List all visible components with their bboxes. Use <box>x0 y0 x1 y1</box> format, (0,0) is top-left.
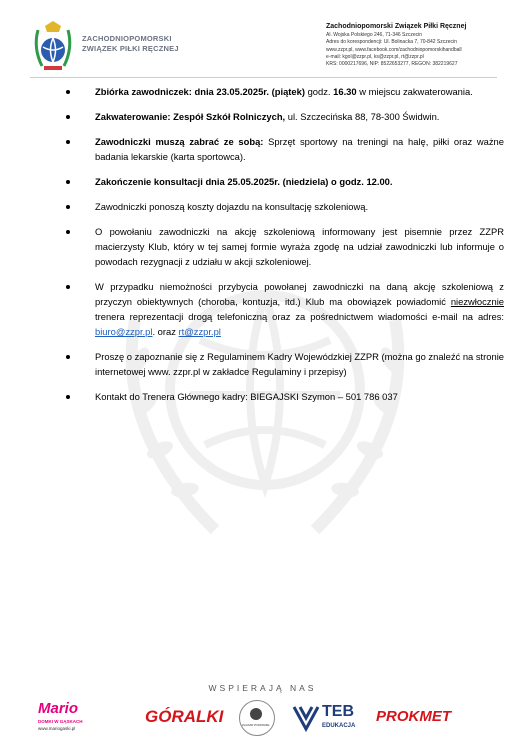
bullet-icon <box>66 205 70 209</box>
zzpr-logo-icon <box>30 20 76 76</box>
list-item <box>30 109 504 124</box>
sponsor-circle-logo <box>239 700 275 736</box>
sponsor-mario-sub: DOMKI W GĄSKACH <box>38 719 83 724</box>
item-text: Proszę o zapoznanie się z Regulaminem Kadry Wojewódzkiej ZZPR (można go znaleźć na stronie internetowej www. zzpr.pl w zakładce Regulaminy i przepisy) <box>95 351 504 377</box>
item-bold: Zbiórka zawodniczek: dnia 23.05.2025r. (piątek) <box>95 86 305 97</box>
header-divider <box>30 77 497 78</box>
item-text: godz. <box>304 86 334 97</box>
bullet-icon <box>66 90 70 94</box>
sponsor-mario-url: www.mariogaski.pl <box>38 726 76 731</box>
item-text: O powołaniu zawodniczki na akcję szkoleniową informowany jest pisemnie przez ZZPR macierzysty Klub, który w tej samej formie wyraża zgodę na udział zawodniczki lub informuje o powodach rezygnacji z udziału w akcji szkoleniowej. <box>95 226 504 267</box>
bullet-icon <box>66 140 70 144</box>
contact-line: e-mail: kgol@zzpr.pl, ks@zzpr.pl, rt@zzpr.pl <box>326 53 424 60</box>
org-name-line2: ZWIĄZEK PIŁKI RĘCZNEJ <box>82 44 179 53</box>
list-item <box>30 84 504 99</box>
sponsor-mario-logo <box>34 700 96 736</box>
list-item <box>30 389 504 404</box>
teb-shield-icon <box>292 704 320 732</box>
bullet-icon <box>66 115 70 119</box>
item-text: trenera reprezentacji drogą telefoniczną oraz za pośrednictwem wiadomości e-mail na adres: <box>95 311 504 322</box>
email-link-rt[interactable]: rt@zzpr.pl <box>178 326 221 337</box>
sponsor-teb-sub: EDUKACJA <box>322 723 356 729</box>
item-text: Zawodniczki ponoszą koszty dojazdu na konsultację szkoleniową. <box>95 201 369 212</box>
sponsor-goralki-logo <box>145 700 225 736</box>
item-text: ul. Szczecińska 88, 78-300 Świdwin. <box>285 111 440 122</box>
sponsor-circle-icon <box>250 708 262 720</box>
item-bold: 16.30 <box>333 86 357 97</box>
contact-line: Adres do korespondencji: Ul. Bolinacka 7, 70-842 Szczecin <box>326 39 457 46</box>
item-bold: Zakwaterowanie: Zespół Szkół Rolniczych, <box>95 111 286 122</box>
info-list <box>30 84 504 414</box>
contact-line: www.zzpr.pl, www.facebook.com/zachodniopomorskihandball <box>326 46 462 53</box>
item-underlined: niezwłocznie <box>450 296 504 307</box>
contact-line: Al. Wojska Polskiego 246, 71-346 Szczecin <box>326 32 423 38</box>
bullet-icon <box>66 285 70 289</box>
list-item <box>30 349 504 379</box>
bullet-icon <box>66 180 70 184</box>
list-item <box>30 174 504 189</box>
bullet-icon <box>66 230 70 234</box>
bullet-icon <box>66 395 70 399</box>
item-text: Sprzęt sportowy na treningi na halę, piłki oraz ważne badania lekarskie (karta sportowca). <box>95 136 504 162</box>
sponsor-goralki-name: GÓRALKI <box>145 707 224 726</box>
list-item <box>30 224 504 269</box>
sponsor-prokmet-logo <box>376 700 492 736</box>
list-item <box>30 279 504 339</box>
contact-block <box>326 22 520 68</box>
contact-line: KRS: 0000217696, NIP: 8522653277, REGON: 382219627 <box>326 61 458 68</box>
email-link-biuro[interactable]: biuro@zzpr.pl <box>95 326 153 337</box>
org-name-line1: ZACHODNIOPOMORSKI <box>82 34 172 43</box>
bullet-icon <box>66 355 70 359</box>
sponsor-teb-name: TEB <box>322 703 354 720</box>
item-text: . oraz <box>152 326 179 337</box>
item-bold: Zakończenie konsultacji dnia 25.05.2025r. (niedziela) o godz. 12.00. <box>95 176 393 187</box>
item-text: W przypadku niemożności przybycia powołanej zawodniczki na daną akcję szkoleniową z przyczyn obiektywnych (choroba, kontuzja, itd.) Klub ma obowiązek powiadomić <box>95 281 504 307</box>
contact-name: Zachodniopomorski Związek Piłki Ręcznej <box>326 23 467 30</box>
supporters-label: WSPIERAJĄ NAS <box>208 683 317 693</box>
list-item <box>30 134 504 164</box>
sponsor-circle-name: ZAJAZD POMORZE <box>242 723 270 727</box>
item-text: Kontakt do Trenera Głównego kadry: BIEGAJSKI Szymon – 501 786 037 <box>95 391 398 402</box>
sponsor-teb-logo <box>292 700 362 736</box>
sponsor-mario-name: Mario <box>38 700 79 717</box>
item-bold: Zawodniczki muszą zabrać ze sobą: <box>95 136 264 147</box>
sponsor-prokmet-name: PROKMET <box>376 708 451 725</box>
list-item <box>30 199 504 214</box>
item-text: w miejscu zakwaterowania. <box>356 86 473 97</box>
